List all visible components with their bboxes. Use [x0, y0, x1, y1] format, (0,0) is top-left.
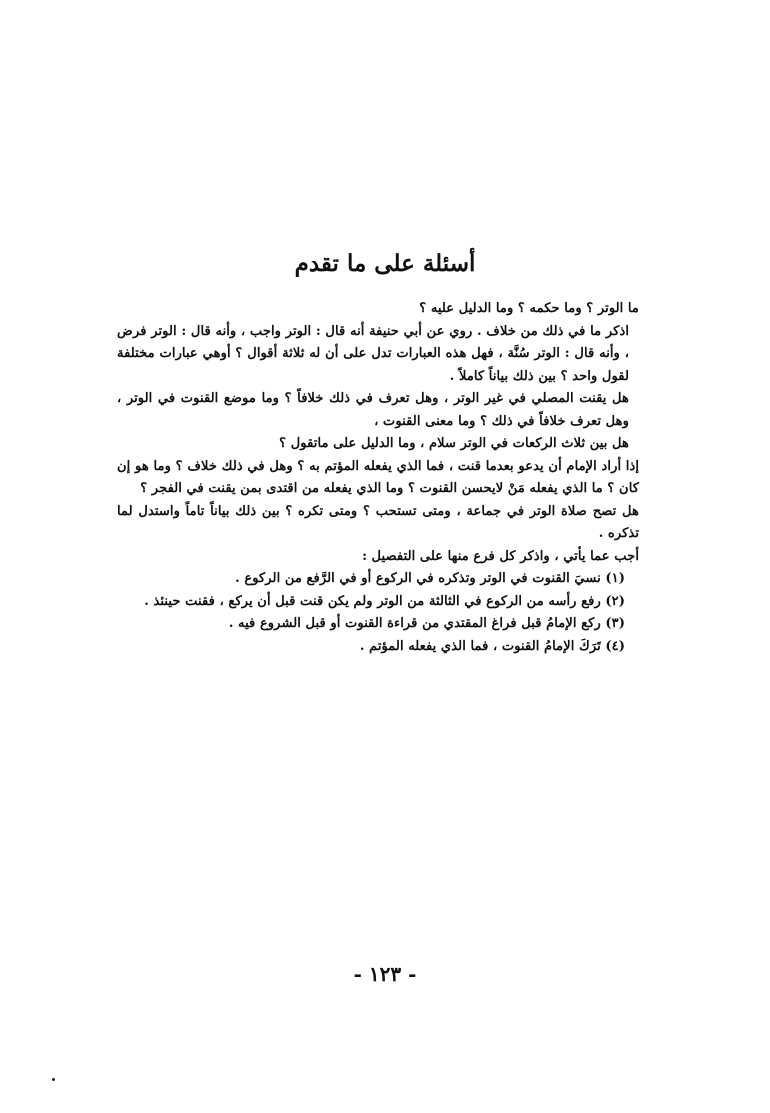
page-number: - ١٢٣ -: [353, 962, 417, 986]
page-title: أسئلة على ما تقدم: [294, 250, 476, 277]
case-item: (٤) تَرَكَ الإمامُ القنوت ، فما الذي يفعله المؤتم .: [359, 638, 625, 654]
case-item: (٢) رفع رأسه من الركوع في الثالثة من الوتر ولم يكن قنت قبل أن يركع ، فقنت حينئذ .: [144, 593, 625, 609]
question-paragraph: هل بين ثلاث الركعات في الوتر سلام ، وما الدليل على ماتقول ؟: [279, 436, 629, 451]
question-paragraph: إذا أراد الإمام أن يدعو بعدما قنت ، فما الذي يفعله المؤتم به ؟ وهل في ذلك خلاف ؟ وما هو إن كان ؟ ما الذي يفعله مَنْ لايحسن القنوت ؟ وما الذي يفعله من اقتدى بمن يقنت في الفجر ؟: [117, 458, 639, 496]
question-paragraph: هل يقنت المصلي في غير الوتر ، وهل تعرف في ذلك خلافاً ؟ وما موضع القنوت في الوتر ، وهل تعرف خلافاً في ذلك ؟ وما معنى القنوت ،: [117, 391, 629, 429]
questions-body: [117, 298, 639, 658]
question-paragraph: اذكر ما في ذلك من خلاف . روي عن أبي حنيفة أنه قال : الوتر واجب ، وأنه قال : الوتر فرض ، وأنه قال : الوتر سُنَّة ، فهل هذه العبارات تدل على أن له ثلاثة أقوال ؟ أوهي عبارات مختلفة لقول واحد ؟ بين ذلك بياناً كاملاً .: [117, 323, 629, 384]
instruction-line: أجب عما يأتي ، واذكر كل فرع منها على التفصيل :: [362, 548, 639, 564]
scan-speck: [52, 1078, 55, 1081]
case-item: (١) نسيَ القنوت في الوتر وتذكره في الركوع أو في الرَّفع من الركوع .: [235, 571, 625, 586]
question-paragraph: هل تصح صلاة الوتر في جماعة ، ومتى تستحب ؟ ومتى تكره ؟ بين ذلك بياناً تاماً واستدل لما تذكره .: [117, 503, 639, 541]
question-paragraph: ما الوتر ؟ وما حكمه ؟ وما الدليل عليه ؟: [419, 301, 639, 316]
case-item: (٣) ركع الإمامُ قبل فراغ المقتدي من قراءة القنوت أو قبل الشروع فيه .: [228, 616, 625, 631]
